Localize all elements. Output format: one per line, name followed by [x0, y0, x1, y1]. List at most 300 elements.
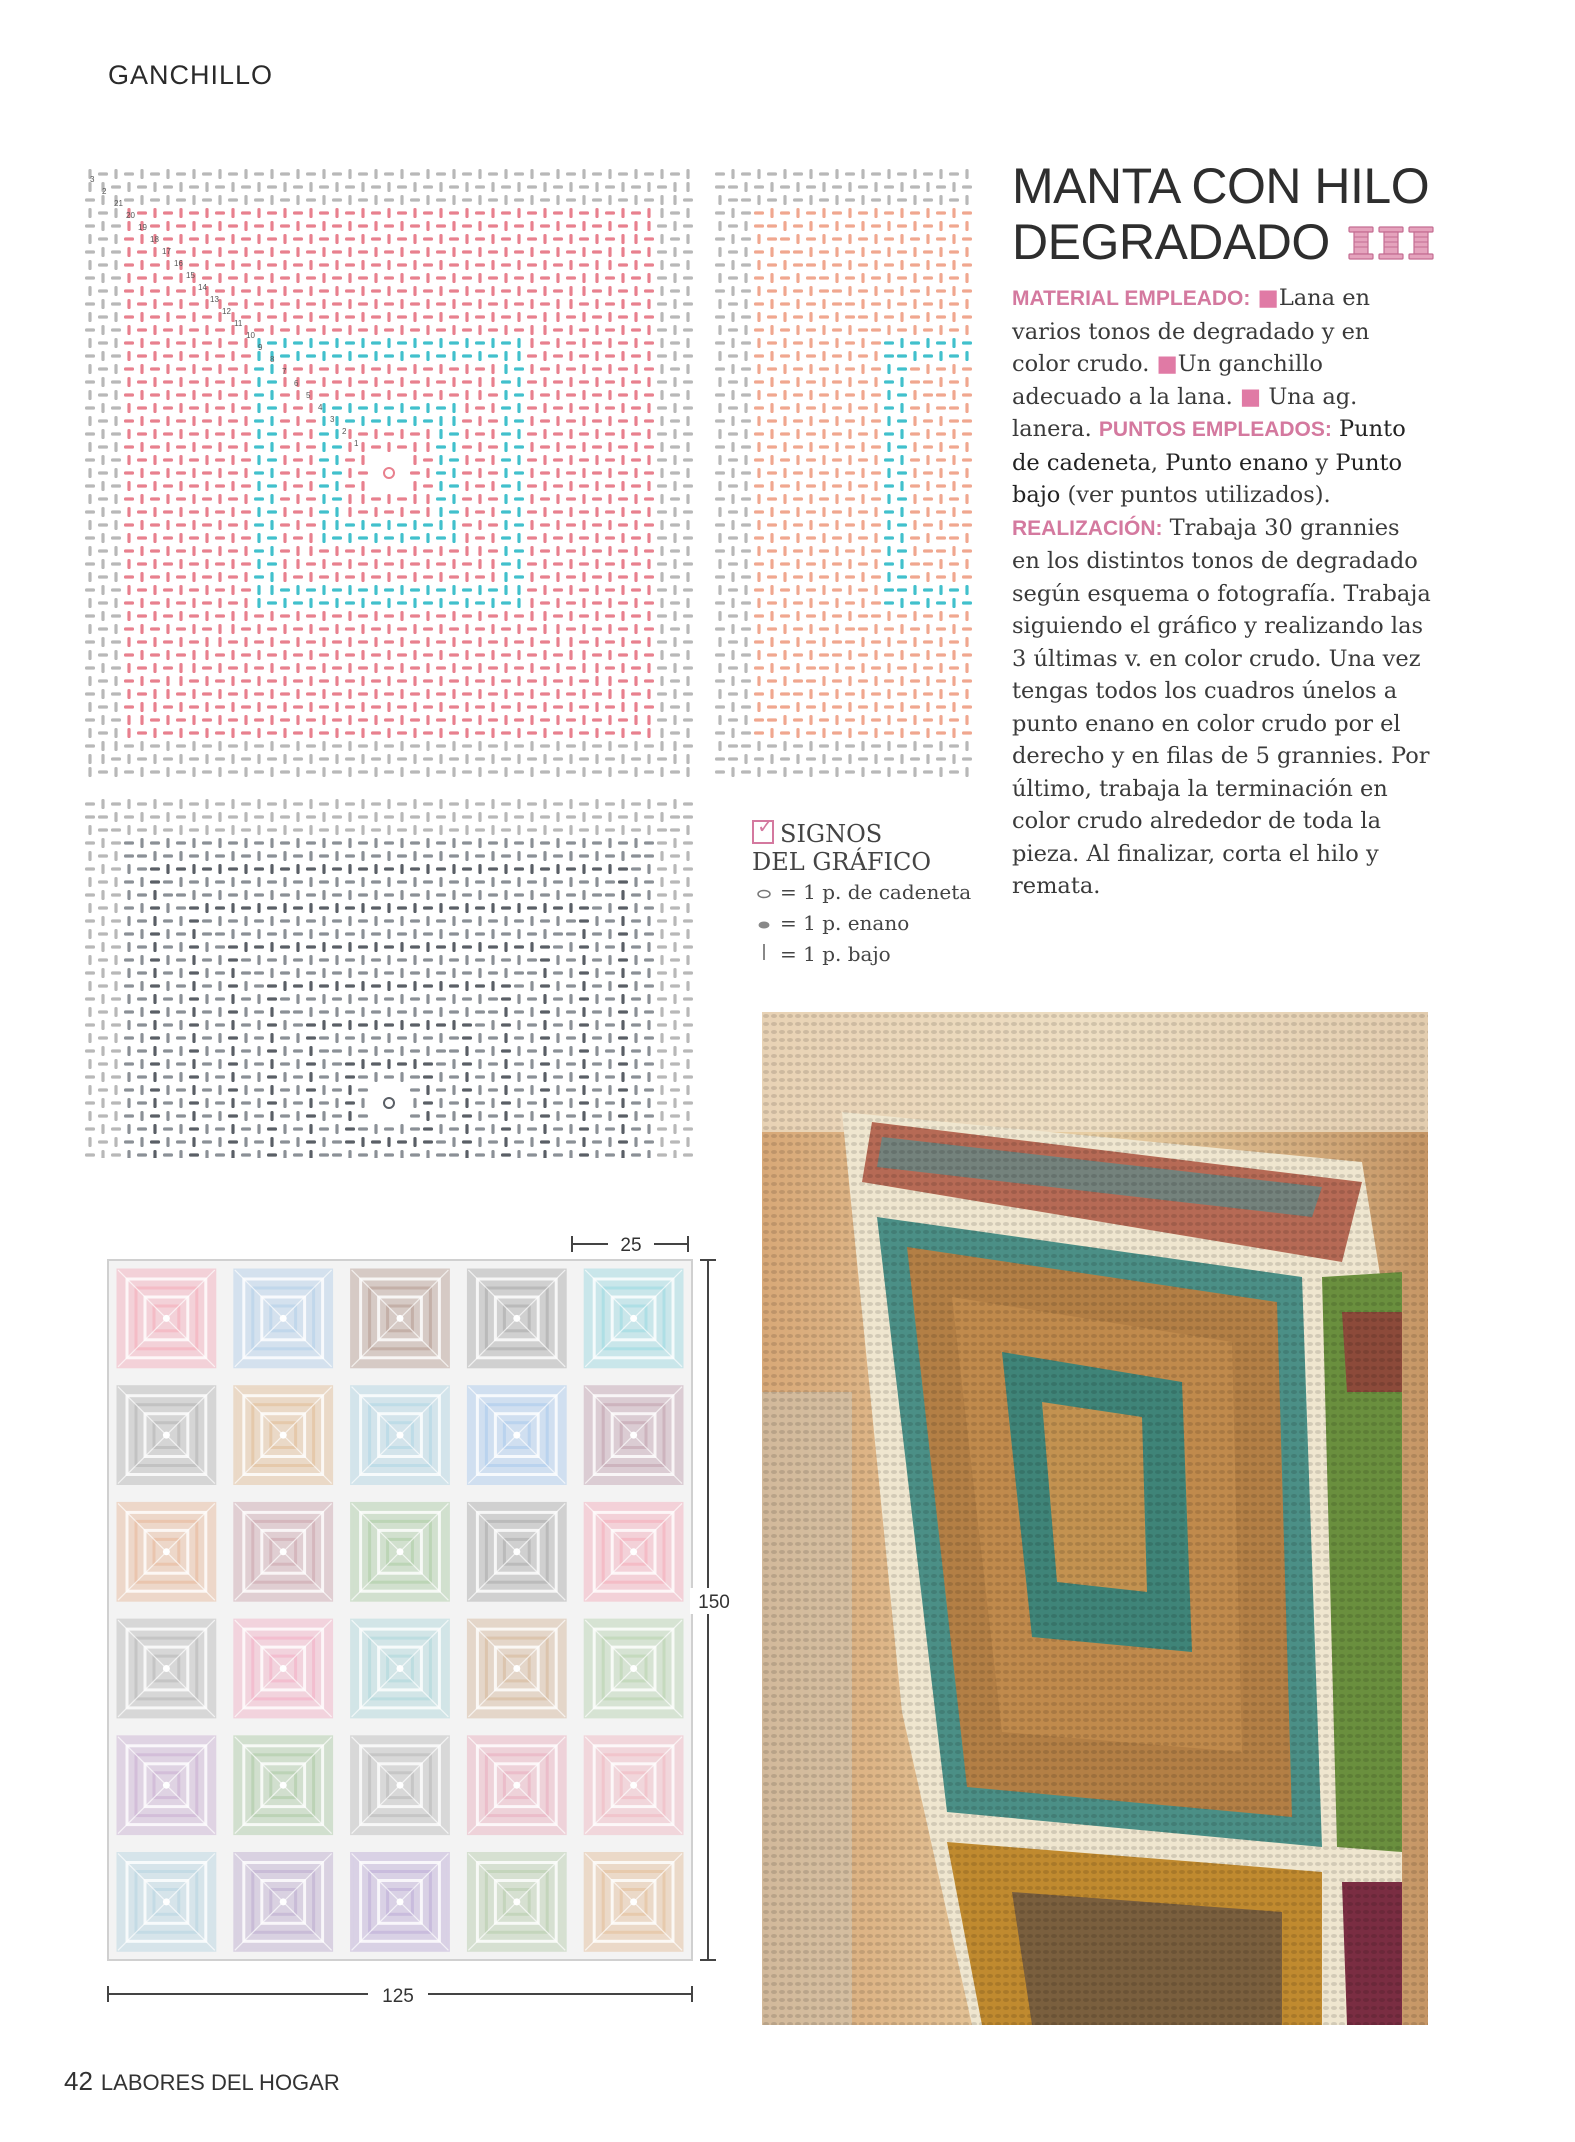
stitch-mark — [657, 458, 667, 461]
stitch-mark — [348, 1111, 351, 1121]
stitch-mark — [670, 523, 680, 526]
stitch-mark — [728, 562, 738, 565]
stitch-mark — [153, 247, 156, 257]
stitch-mark — [595, 994, 598, 1004]
stitch-mark — [540, 640, 550, 643]
stitch-mark — [335, 981, 338, 991]
stitch-mark — [166, 1085, 169, 1095]
stitch-mark — [897, 328, 907, 331]
stitch-mark — [449, 263, 459, 266]
stitch-mark — [540, 1010, 550, 1013]
stitch-mark — [530, 767, 533, 777]
stitch-mark — [345, 185, 355, 188]
stitch-mark — [426, 1085, 429, 1095]
stitch-mark — [819, 172, 829, 175]
stitch-mark — [283, 728, 286, 738]
stitch-mark — [488, 718, 498, 721]
stitch-mark — [644, 906, 654, 909]
stitch-mark — [569, 403, 572, 413]
stitch-mark — [631, 971, 641, 974]
stitch-mark — [462, 588, 472, 591]
stitch-mark — [345, 458, 355, 461]
stitch-mark — [137, 1127, 147, 1130]
stitch-mark — [348, 942, 351, 952]
stitch-mark — [475, 458, 485, 461]
stitch-mark — [166, 416, 169, 426]
stitch-mark — [439, 390, 442, 400]
stitch-mark — [202, 867, 212, 870]
stitch-mark — [413, 416, 416, 426]
stitch-mark — [397, 575, 407, 578]
stitch-mark — [569, 702, 572, 712]
stitch-mark — [400, 689, 403, 699]
stitch-mark — [127, 559, 130, 569]
stitch-mark — [874, 182, 877, 192]
stitch-mark — [767, 679, 777, 682]
stitch-mark — [283, 338, 286, 348]
stitch-mark — [556, 689, 559, 699]
stitch-mark — [163, 406, 173, 409]
stitch-mark — [88, 1111, 91, 1121]
stitch-mark — [965, 663, 968, 673]
stitch-mark — [374, 611, 377, 621]
stitch-mark — [332, 692, 342, 695]
stitch-mark — [595, 663, 598, 673]
stitch-mark — [85, 198, 95, 201]
stitch-mark — [780, 250, 790, 253]
stitch-mark — [488, 1114, 498, 1117]
stitch-mark — [400, 968, 403, 978]
stitch-mark — [897, 198, 907, 201]
stitch-mark — [296, 689, 299, 699]
stitch-mark — [644, 627, 654, 630]
stitch-mark — [731, 468, 734, 478]
stitch-mark — [556, 1111, 559, 1121]
stitch-mark — [332, 354, 342, 357]
stitch-mark — [462, 640, 472, 643]
stitch-mark — [283, 1098, 286, 1108]
stitch-mark — [670, 419, 680, 422]
stitch-mark — [397, 393, 407, 396]
stitch-mark — [384, 432, 394, 435]
stitch-mark — [491, 754, 494, 764]
stitch-mark — [163, 458, 173, 461]
stitch-mark — [718, 195, 721, 205]
stitch-mark — [426, 494, 429, 504]
granny-square — [352, 1387, 449, 1484]
stitch-mark — [478, 416, 481, 426]
stitch-mark — [163, 276, 173, 279]
stitch-mark — [631, 1127, 641, 1130]
stitch-mark — [345, 705, 355, 708]
stitch-mark — [374, 247, 377, 257]
stitch-mark — [491, 1020, 494, 1030]
stitch-mark — [270, 916, 273, 926]
stitch-mark — [504, 767, 507, 777]
stitch-mark — [949, 536, 959, 539]
stitch-mark — [137, 1049, 147, 1052]
stitch-mark — [475, 510, 485, 513]
stitch-mark — [348, 403, 351, 413]
stitch-mark — [140, 195, 143, 205]
row-number: 1 — [354, 439, 359, 448]
stitch-mark — [270, 169, 273, 179]
stitch-mark — [163, 211, 173, 214]
stitch-mark — [348, 377, 351, 387]
granny-square — [585, 1854, 682, 1951]
stitch-mark — [910, 380, 920, 383]
stitch-mark — [871, 367, 881, 370]
stitch-mark — [605, 705, 615, 708]
stitch-mark — [244, 195, 247, 205]
stitch-mark — [228, 893, 238, 896]
stitch-mark — [527, 1153, 537, 1156]
stitch-mark — [939, 377, 942, 387]
stitch-mark — [644, 289, 654, 292]
stitch-mark — [322, 741, 325, 751]
stitch-mark — [673, 247, 676, 257]
stitch-mark — [501, 679, 511, 682]
stitch-mark — [296, 390, 299, 400]
stitch-mark — [569, 1072, 572, 1082]
stitch-mark — [504, 812, 507, 822]
stitch-mark — [413, 851, 416, 861]
stitch-mark — [592, 1010, 602, 1013]
stitch-mark — [348, 494, 351, 504]
stitch-mark — [319, 1036, 329, 1039]
stitch-mark — [527, 315, 537, 318]
stitch-mark — [731, 650, 734, 660]
stitch-mark — [280, 1114, 290, 1117]
stitch-mark — [478, 942, 481, 952]
stitch-mark — [608, 981, 611, 991]
stitch-mark — [621, 851, 624, 861]
stitch-mark — [384, 224, 394, 227]
stitch-mark — [127, 968, 130, 978]
stitch-mark — [189, 1075, 199, 1078]
stitch-mark — [410, 1114, 420, 1117]
stitch-mark — [384, 406, 394, 409]
stitch-mark — [192, 650, 195, 660]
stitch-mark — [348, 325, 351, 335]
stitch-mark — [731, 767, 734, 777]
stitch-mark — [962, 419, 972, 422]
stitch-mark — [514, 692, 524, 695]
stitch-mark — [631, 276, 641, 279]
stitch-mark — [293, 854, 303, 857]
stitch-mark — [98, 601, 108, 604]
stitch-mark — [140, 468, 143, 478]
stitch-mark — [858, 380, 868, 383]
stitch-mark — [449, 958, 459, 961]
stitch-mark — [475, 958, 485, 961]
stitch-mark — [296, 273, 299, 283]
stitch-mark — [465, 260, 468, 270]
stitch-mark — [530, 195, 533, 205]
bullet-square-icon: ■ — [1257, 285, 1279, 311]
stitch-mark — [952, 455, 955, 465]
stitch-mark — [595, 637, 598, 647]
stitch-mark — [936, 393, 946, 396]
stitch-mark — [475, 237, 485, 240]
stitch-mark — [215, 932, 225, 935]
stitch-mark — [358, 1023, 368, 1026]
stitch-mark — [822, 559, 825, 569]
stitch-mark — [728, 250, 738, 253]
stitch-mark — [657, 945, 667, 948]
stitch-mark — [579, 828, 589, 831]
stitch-mark — [822, 299, 825, 309]
stitch-mark — [452, 864, 455, 874]
stitch-mark — [660, 767, 663, 777]
stitch-mark — [634, 572, 637, 582]
stitch-mark — [202, 1114, 212, 1117]
stitch-mark — [465, 903, 468, 913]
stitch-mark — [410, 432, 420, 435]
stitch-mark — [267, 828, 277, 831]
stitch-mark — [530, 169, 533, 179]
page-number: 42 — [64, 2066, 93, 2096]
stitch-mark — [634, 624, 637, 634]
stitch-mark — [189, 562, 199, 565]
stitch-mark — [293, 880, 303, 883]
stitch-mark — [244, 916, 247, 926]
stitch-mark — [670, 211, 680, 214]
stitch-mark — [137, 640, 147, 643]
stitch-mark — [501, 906, 511, 909]
stitch-mark — [887, 767, 890, 777]
stitch-mark — [543, 825, 546, 835]
stitch-mark — [280, 867, 290, 870]
stitch-mark — [647, 273, 650, 283]
stitch-mark — [582, 338, 585, 348]
stitch-mark — [293, 536, 303, 539]
stitch-mark — [140, 812, 143, 822]
stitch-mark — [478, 715, 481, 725]
stitch-mark — [530, 572, 533, 582]
stitch-mark — [241, 185, 251, 188]
stitch-mark — [569, 533, 572, 543]
stitch-mark — [465, 286, 468, 296]
stitch-mark — [283, 312, 286, 322]
stitch-mark — [166, 260, 169, 270]
stitch-mark — [517, 338, 520, 348]
stitch-mark — [215, 1153, 225, 1156]
stitch-mark — [579, 1023, 589, 1026]
stitch-mark — [556, 416, 559, 426]
stitch-mark — [566, 250, 576, 253]
legend-item — [752, 938, 1002, 969]
stitch-mark — [309, 260, 312, 270]
stitch-mark — [218, 1085, 221, 1095]
stitch-mark — [397, 731, 407, 734]
stitch-mark — [150, 1010, 160, 1013]
stitch-mark — [715, 237, 725, 240]
stitch-mark — [540, 445, 550, 448]
stitch-mark — [283, 851, 286, 861]
stitch-mark — [501, 211, 511, 214]
stitch-mark — [754, 562, 764, 565]
stitch-mark — [85, 718, 95, 721]
stitch-mark — [241, 731, 251, 734]
stitch-mark — [319, 705, 329, 708]
stitch-mark — [423, 802, 433, 805]
stitch-mark — [582, 416, 585, 426]
stitch-mark — [809, 572, 812, 582]
stitch-mark — [592, 770, 602, 773]
stitch-mark — [348, 812, 351, 822]
stitch-mark — [897, 471, 907, 474]
stitch-mark — [767, 393, 777, 396]
stitch-mark — [465, 182, 468, 192]
stitch-mark — [634, 955, 637, 965]
granny-square — [352, 1737, 449, 1834]
stitch-mark — [835, 624, 838, 634]
punto-conjunction: y — [1315, 449, 1329, 476]
stitch-mark — [673, 637, 676, 647]
stitch-mark — [293, 984, 303, 987]
stitch-mark — [85, 1075, 95, 1078]
stitch-mark — [556, 955, 559, 965]
stitch-mark — [241, 971, 251, 974]
stitch-mark — [189, 731, 199, 734]
stitch-mark — [436, 815, 446, 818]
stitch-mark — [150, 1062, 160, 1065]
stitch-mark — [150, 471, 160, 474]
stitch-mark — [192, 955, 195, 965]
stitch-mark — [426, 429, 429, 439]
stitch-mark — [176, 289, 186, 292]
stitch-mark — [884, 679, 894, 682]
stitch-mark — [715, 393, 725, 396]
stitch-mark — [504, 390, 507, 400]
stitch-mark — [796, 702, 799, 712]
stitch-mark — [111, 997, 121, 1000]
stitch-mark — [556, 338, 559, 348]
stitch-mark — [257, 533, 260, 543]
stitch-mark — [488, 1088, 498, 1091]
granny-square — [235, 1270, 332, 1367]
stitch-mark — [871, 575, 881, 578]
stitch-mark — [439, 754, 442, 764]
stitch-mark — [910, 536, 920, 539]
stitch-mark — [423, 1010, 433, 1013]
stitch-mark — [322, 247, 325, 257]
stitch-mark — [205, 1072, 208, 1082]
stitch-mark — [98, 211, 108, 214]
stitch-mark — [179, 299, 182, 309]
stitch-mark — [848, 728, 851, 738]
stitch-mark — [488, 945, 498, 948]
stitch-mark — [205, 903, 208, 913]
stitch-mark — [822, 234, 825, 244]
stitch-mark — [400, 559, 403, 569]
stitch-mark — [231, 877, 234, 887]
stitch-mark — [582, 468, 585, 478]
stitch-mark — [488, 744, 498, 747]
stitch-mark — [101, 637, 104, 647]
stitch-mark — [215, 510, 225, 513]
stitch-mark — [670, 497, 680, 500]
stitch-mark — [900, 312, 903, 322]
granny-square — [468, 1503, 565, 1600]
stitch-mark — [728, 328, 738, 331]
stitch-mark — [150, 315, 160, 318]
stitch-mark — [228, 471, 238, 474]
stitch-mark — [319, 1010, 329, 1013]
stitch-mark — [257, 624, 260, 634]
stitch-mark — [949, 224, 959, 227]
stitch-mark — [754, 432, 764, 435]
stitch-mark — [861, 416, 864, 426]
stitch-mark — [345, 1036, 355, 1039]
stitch-mark — [501, 536, 511, 539]
stitch-mark — [361, 754, 364, 764]
stitch-mark — [205, 754, 208, 764]
stitch-mark — [910, 562, 920, 565]
stitch-mark — [832, 380, 842, 383]
stitch-mark — [111, 614, 121, 617]
stitch-mark — [218, 416, 221, 426]
stitch-mark — [127, 1046, 130, 1056]
stitch-mark — [270, 494, 273, 504]
stitch-mark — [241, 315, 251, 318]
stitch-mark — [452, 637, 455, 647]
stitch-mark — [848, 676, 851, 686]
stitch-mark — [111, 893, 121, 896]
stitch-mark — [137, 562, 147, 565]
stitch-mark — [231, 286, 234, 296]
stitch-mark — [683, 1153, 693, 1156]
stitch-mark — [124, 679, 134, 682]
stitch-mark — [595, 728, 598, 738]
stitch-mark — [296, 1059, 299, 1069]
stitch-mark — [644, 958, 654, 961]
stitch-mark — [644, 705, 654, 708]
stitch-mark — [176, 419, 186, 422]
stitch-mark — [900, 676, 903, 686]
stitch-mark — [634, 260, 637, 270]
stitch-mark — [244, 221, 247, 231]
stitch-mark — [244, 572, 247, 582]
stitch-mark — [124, 958, 134, 961]
row-number: 10 — [246, 331, 255, 340]
stitch-mark — [783, 442, 786, 452]
stitch-mark — [657, 328, 667, 331]
stitch-mark — [267, 958, 277, 961]
stitch-mark — [569, 208, 572, 218]
stitch-mark — [793, 718, 803, 721]
stitch-mark — [556, 637, 559, 647]
stitch-mark — [254, 367, 264, 370]
stitch-mark — [254, 393, 264, 396]
stitch-mark — [566, 841, 576, 844]
stitch-mark — [413, 702, 416, 712]
stitch-mark — [647, 942, 650, 952]
stitch-mark — [319, 802, 329, 805]
stitch-mark — [98, 419, 108, 422]
stitch-mark — [952, 572, 955, 582]
stitch-mark — [384, 971, 394, 974]
stitch-mark — [621, 890, 624, 900]
stitch-mark — [215, 588, 225, 591]
stitch-mark — [462, 445, 472, 448]
stitch-mark — [176, 341, 186, 344]
stitch-mark — [874, 702, 877, 712]
stitch-mark — [644, 601, 654, 604]
stitch-mark — [215, 380, 225, 383]
stitch-mark — [582, 981, 585, 991]
